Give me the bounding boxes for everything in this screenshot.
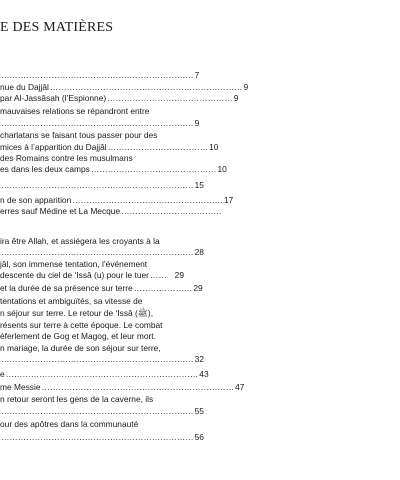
toc-page-number: 47 [235, 382, 245, 392]
toc-leader-dots: ………………… [133, 283, 193, 293]
toc-entry [0, 70, 200, 80]
toc-entry-text: ira être Allah, et assiégera les croyants à la [0, 236, 160, 246]
toc-leader-dots: ……………………………………………… [72, 195, 223, 205]
toc-page-number: 10 [217, 164, 227, 174]
toc-entry [0, 247, 204, 257]
toc-entry [0, 130, 184, 140]
toc-entry-text: descente du ciel de ‘Issâ (u) pour le tuer [0, 270, 149, 280]
toc-page-number: 43 [199, 369, 209, 379]
toc-entry-text: mauvaises relations se répandront entre [0, 106, 150, 116]
toc-entry [0, 283, 203, 293]
toc-leader-dots: …………………………………………………………… [41, 382, 235, 392]
toc-entry-text: n de son apparition [0, 195, 72, 205]
toc-entry-text: des Romains contre les musulmans [0, 153, 133, 163]
toc-page-number: 32 [194, 354, 204, 364]
toc-leader-dots: ……………………………… [121, 206, 222, 216]
toc-entry [0, 331, 184, 341]
toc-entry [0, 419, 184, 429]
toc-entry-text: éferlement de Gog et Magog, et leur mort. [0, 331, 156, 341]
toc-entry [0, 106, 184, 116]
toc-entry [0, 180, 204, 190]
toc-leader-dots: …………………………………………………………… [49, 82, 243, 92]
toc-entry-text: jâl, son immense tentation, l’événement [0, 259, 148, 269]
toc-entry-text: par Al-Jassâsah (l’Espionne) [0, 93, 107, 103]
toc-entry-text: me Messie [0, 382, 41, 392]
toc-page-number: 9 [243, 82, 249, 92]
toc-entry [0, 206, 222, 216]
toc-page-number: 7 [194, 70, 200, 80]
toc-entry-text: es dans les deux camps [0, 164, 90, 174]
toc-entry [0, 406, 204, 416]
toc-page-number: 15 [194, 180, 204, 190]
toc-entry-text: our des apôtres dans la communauté [0, 419, 139, 429]
toc-leader-dots: …………………………………………………………… [1, 70, 194, 80]
toc-leader-dots: ……………………………… [107, 142, 209, 152]
toc-entry [0, 320, 184, 330]
toc-entry-text: mices à l’apparition du Dajjâl [0, 142, 107, 152]
toc-entry [0, 195, 234, 205]
toc-entry [0, 93, 239, 103]
toc-entry [0, 343, 184, 353]
toc-entry-text: n séjour sur terre. Le retour de ‘Issâ (ﷺ), [0, 308, 154, 318]
toc-entry [0, 432, 204, 442]
toc-leader-dots: …………………………………………………………… [1, 406, 194, 416]
toc-leader-dots: …………………………………………………………… [5, 369, 199, 379]
toc-entry [0, 236, 184, 246]
toc-page-number: 29 [193, 283, 203, 293]
toc-page-number: 56 [194, 432, 204, 442]
toc-page-number: 17 [224, 195, 234, 205]
toc-entry [0, 82, 249, 92]
toc-leader-dots: …………………………………………………………… [1, 118, 194, 128]
toc-entry-text: tentations et ambiguïtés, sa vitesse de [0, 296, 143, 306]
toc-leader-dots: …………………………………………………………… [1, 180, 194, 190]
toc-page-number: 10 [209, 142, 219, 152]
toc-entry-text: et la durée de sa présence sur terre [0, 283, 133, 293]
toc-page-number: 29 [174, 270, 184, 280]
toc-leader-dots: ……………………………………… [107, 93, 233, 103]
toc-leader-dots: …… [149, 270, 167, 280]
toc-entry-text: e [0, 369, 5, 379]
toc-entry [0, 164, 227, 174]
toc-page-number: 55 [194, 406, 204, 416]
toc-entry [0, 259, 184, 269]
toc-entry-text: charlatans se faisant tous passer pour des [0, 130, 158, 140]
toc-entry [0, 382, 245, 392]
toc-entry [0, 308, 184, 318]
toc-entry-text: erres sauf Médine et La Mecque [0, 206, 121, 216]
toc-entry-text: nue du Dajjâl [0, 82, 49, 92]
toc-entry [0, 118, 200, 128]
toc-page-number: 28 [194, 247, 204, 257]
toc-leader-dots: …………………………………………………………… [1, 432, 194, 442]
toc-leader-dots: …………………………………………………………… [1, 247, 194, 257]
toc-entry [0, 354, 204, 364]
toc-leader-dots: …………………………………………………………… [1, 354, 194, 364]
toc-page-number: 9 [194, 118, 200, 128]
toc-entry [0, 394, 184, 404]
toc-page-number: 9 [233, 93, 239, 103]
toc-leader-dots: ……………………………………… [90, 164, 217, 174]
toc-entry-text: n retour seront les gens de la caverne, ils [0, 394, 154, 404]
page-title: E DES MATIÈRES [0, 20, 114, 35]
toc-entry [0, 270, 184, 280]
toc-entry [0, 369, 209, 379]
toc-entry [0, 142, 219, 152]
toc-entry [0, 153, 184, 163]
toc-entry [0, 296, 184, 306]
toc-entry-text: résents sur terre à cette époque. Le combat [0, 320, 163, 330]
toc-entry-text: n mariage, la durée de son séjour sur terre, [0, 343, 161, 353]
